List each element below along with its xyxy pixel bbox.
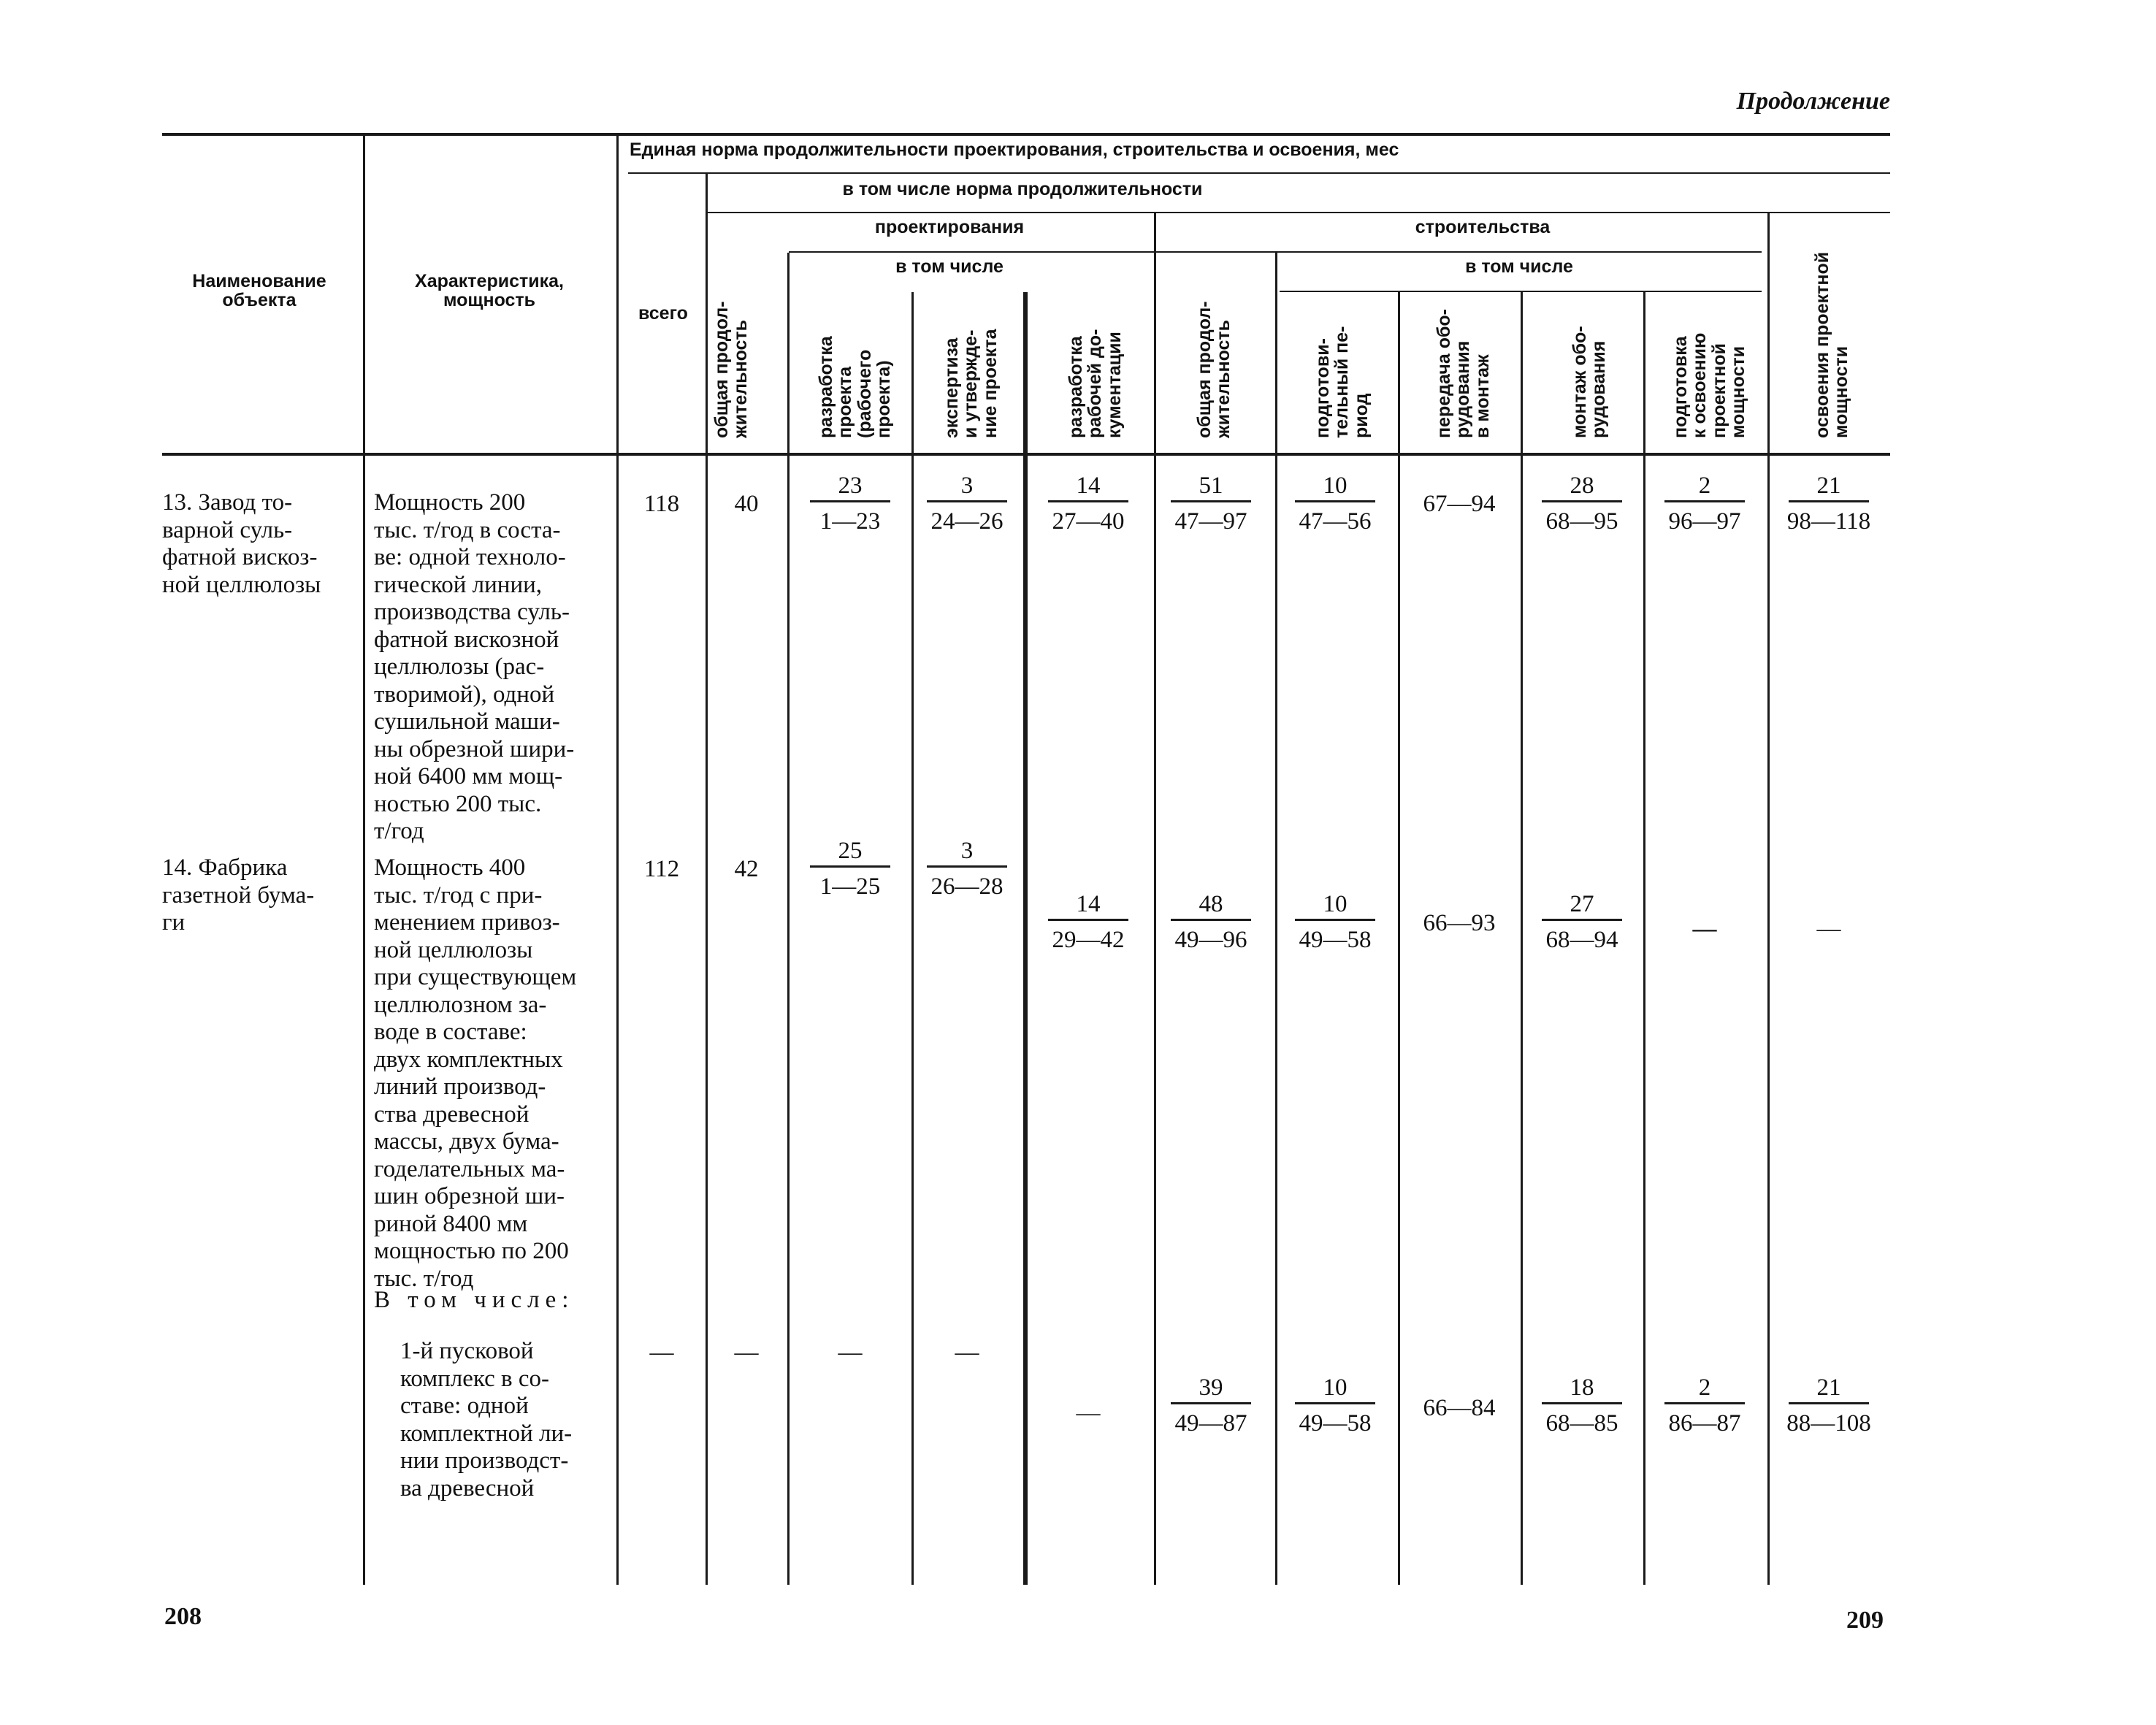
vrule-10 [1521,292,1523,1585]
continuation-label: Продолжение [1736,88,1890,115]
header-construction: строительства [1415,217,1551,237]
col-design-workdocs: разработка рабочей до- кументации [1066,329,1125,438]
row13-mastering: $\frac{21}{98—118}$ [1786,473,1871,535]
row14-constr-ready: — [1692,916,1717,942]
row14-constr-prep: $\frac{10}{49—58}$ [1277,890,1394,955]
sub-constr-mount: $\frac{18}{68—85}$ [1524,1373,1640,1438]
col-design-project: разработка проекта (рабочего проекта) [816,336,894,438]
sub-mastering: $\frac{21}{88—108}$ [1786,1374,1871,1437]
col-design-expertise: экспертиза и утвержде- ние проекта [941,329,1001,438]
col-constr-mount: монтаж обо- рудования [1570,326,1610,438]
sub-total: — [649,1339,674,1366]
header-design-incl: в том числе [895,256,1004,277]
row13-design-total: 40 [734,491,759,517]
sub-row-desc: 1-й пусковой комплекс в со- ставе: одной комплектной ли- нии производст- ва древесной [400,1338,573,1502]
header-unified-norm: Единая норма продолжительности проектирования, строительства и освоения, мес [630,139,1399,160]
vrule-12 [1767,213,1770,1585]
row13-total: 118 [643,491,680,517]
row14-design-total: 42 [734,856,759,882]
row13-desc: Мощность 200 тыс. т/год в соста- ве: одной техноло- гической линии, производства суль- фатной вискозной целлюлозы (рас- творимой), одной сушильной маши- ны обрезной шири- ной 6400 мм мощ- ностью 200 тыс. т/год [374,489,575,844]
col-mastering: освоения проектной мощности [1812,251,1852,438]
rule-incl-norm [628,172,1890,174]
vrule-1 [363,135,365,1585]
vrule-9 [1398,292,1400,1585]
row14-constr-mount: $\frac{27}{68—94}$ [1524,890,1640,955]
row13-design-expertise: $\frac{3}{24—26}$ [909,471,1025,536]
sub-design-workdocs: — [1076,1400,1101,1426]
row13-design-workdocs: $\frac{14}{27—40}$ [1030,471,1147,536]
row13-name: 13. Завод то- варной суль- фатной вискоз- ной целлюлозы [162,489,321,598]
sub-constr-prep: $\frac{10}{49—58}$ [1277,1373,1394,1438]
header-total: всего [638,303,688,324]
sub-constr-transfer: 66—84 [1423,1395,1496,1421]
row14-total: 112 [643,856,680,882]
row14-design-expertise: $\frac{3}{26—28}$ [909,836,1025,901]
row13-constr-ready: $\frac{2}{96—97}$ [1646,471,1763,536]
row14-design-project: $\frac{25}{1—25}$ [792,836,909,901]
sub-label: В том числе: [374,1287,575,1313]
sub-design-project: — [838,1339,863,1366]
col-constr-ready: подготовка к освоению проектной мощности [1670,332,1748,438]
row14-constr-total: $\frac{48}{49—96}$ [1152,890,1269,955]
header-design: проектирования [874,217,1025,237]
table-top-rule [162,133,1890,136]
sub-design-total: — [734,1339,759,1366]
row14-mastering: — [1816,916,1841,942]
header-constr-incl: в том числе [1465,256,1573,277]
header-incl-norm: в том числе норма продолжительности [842,179,1203,199]
sub-constr-ready: $\frac{2}{86—87}$ [1646,1373,1763,1438]
row13-constr-total: $\frac{51}{47—97}$ [1152,471,1269,536]
sub-design-expertise: — [955,1339,979,1366]
header-name: Наименование объекта [192,271,326,311]
col-constr-prep: подготови- тельный пе- риод [1312,326,1372,438]
col-constr-transfer: передача обо- рудования в монтаж [1434,308,1493,438]
row14-desc: Мощность 400 тыс. т/год с при- менением привоз- ной целлюлозы при существующем целлюлозном за- воде в составе: двух комплектных линий производ- ства древесной массы, двух бума- годелательных ма- шин обрезной ши- риной 8400 мм мощностью по 200 тыс. т/год [374,854,577,1292]
row14-design-workdocs: $\frac{14}{29—42}$ [1030,890,1147,955]
vrule-11 [1643,292,1645,1585]
col-constr-total: общая продол- жительность [1194,301,1234,438]
row14-constr-transfer: 66—93 [1423,910,1496,936]
rule-design-constr [707,212,1890,213]
row13-constr-prep: $\frac{10}{47—56}$ [1277,471,1394,536]
header-characteristic: Характеристика, мощность [415,271,564,311]
vrule-4 [787,253,790,1585]
col-design-total: общая продол- жительность [711,301,752,438]
page-number-left: 208 [164,1603,202,1630]
row14-name: 14. Фабрика газетной бума- ги [162,854,315,936]
row13-constr-transfer: 67—94 [1423,491,1496,517]
page-number-right: 209 [1846,1607,1884,1634]
sub-constr-total: $\frac{39}{49—87}$ [1152,1373,1269,1438]
row13-design-project: $\frac{23}{1—23}$ [792,471,909,536]
row13-constr-mount: $\frac{28}{68—95}$ [1524,471,1640,536]
